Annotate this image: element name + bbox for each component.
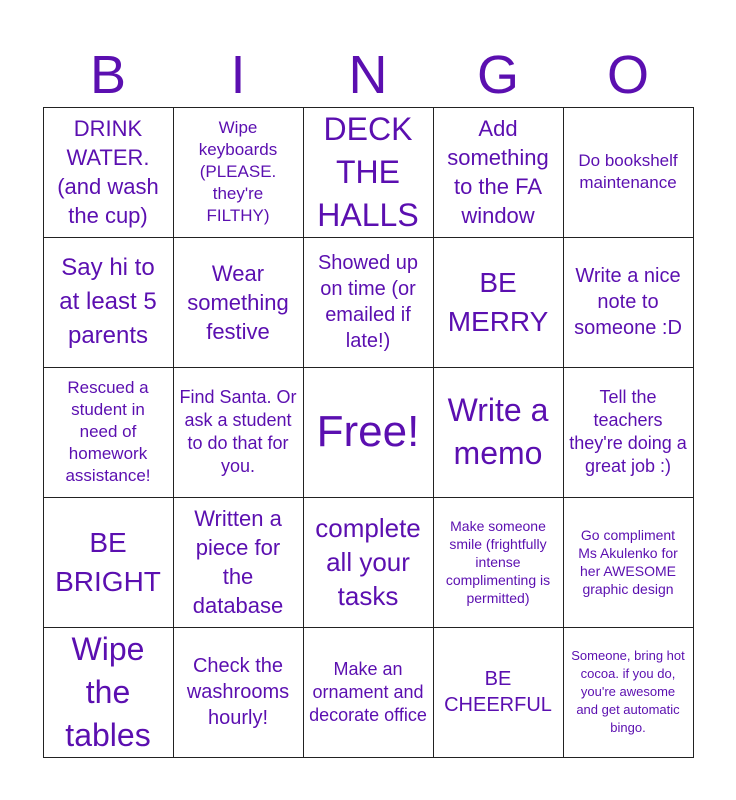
- header-letter-i: I: [230, 45, 246, 105]
- cell-text: Wear something festive: [187, 260, 289, 344]
- bingo-cell[interactable]: [173, 367, 304, 498]
- bingo-cell[interactable]: [303, 627, 434, 758]
- cell-text: Tell the teachers they're doing a great job :): [569, 387, 687, 476]
- cell-text: Showed up on time (or emailed if late!): [317, 252, 419, 352]
- header-letter-o: O: [606, 45, 649, 105]
- bingo-cell[interactable]: [433, 627, 564, 758]
- bingo-cell[interactable]: [43, 627, 174, 758]
- cell-text: BE BRIGHT: [55, 527, 161, 597]
- cell-text: Do bookshelf maintenance: [578, 151, 678, 192]
- cell-text: Go compliment Ms Akulenko for her AWESOME graphic design: [578, 527, 678, 597]
- cell-text: Wipe keyboards (PLEASE. they're FILTHY): [198, 118, 278, 225]
- cell-text: DRINK WATER. (and wash the cup): [57, 116, 159, 228]
- bingo-cell[interactable]: [563, 497, 694, 628]
- cell-text: Say hi to at least 5 parents: [59, 254, 157, 349]
- cell-text: Make an ornament and decorate office: [309, 658, 427, 725]
- cell-text: Add something to the FA window: [447, 116, 549, 228]
- cell-text: Find Santa. Or ask a student to do that for you.: [179, 387, 297, 476]
- cell-text: Check the washrooms hourly!: [186, 655, 290, 729]
- cell-text: BE MERRY: [447, 267, 549, 337]
- bingo-cell[interactable]: [563, 237, 694, 368]
- cell-text: Write a memo: [447, 392, 549, 471]
- bingo-cell[interactable]: [563, 627, 694, 758]
- bingo-cell[interactable]: [303, 237, 434, 368]
- cell-text: Make someone smile (frightfully intense complimenting is permitted): [445, 518, 551, 606]
- header-letter-b: B: [89, 45, 127, 105]
- bingo-cell[interactable]: [303, 107, 434, 238]
- bingo-cell[interactable]: [173, 497, 304, 628]
- cell-text: BE CHEERFUL: [444, 668, 552, 716]
- bingo-card: [43, 107, 693, 757]
- bingo-cell[interactable]: [43, 367, 174, 498]
- bingo-cell[interactable]: [173, 237, 304, 368]
- header-letter-n: N: [348, 45, 388, 105]
- cell-text: Wipe the tables: [65, 630, 151, 753]
- cell-text: Written a piece for the database: [192, 506, 284, 618]
- bingo-cell[interactable]: [43, 107, 174, 238]
- cell-text: complete all your tasks: [315, 513, 421, 611]
- bingo-cell[interactable]: [173, 107, 304, 238]
- bingo-header: [43, 40, 693, 110]
- header-letter-g: G: [476, 45, 519, 105]
- cell-text: DECK THE HALLS: [317, 110, 419, 233]
- bingo-cell[interactable]: [563, 367, 694, 498]
- bingo-cell[interactable]: [563, 107, 694, 238]
- bingo-cell[interactable]: [433, 237, 564, 368]
- bingo-cell[interactable]: [43, 237, 174, 368]
- bingo-cell[interactable]: [433, 107, 564, 238]
- bingo-cell[interactable]: [303, 367, 434, 498]
- bingo-cell[interactable]: [303, 497, 434, 628]
- bingo-cell[interactable]: [433, 367, 564, 498]
- bingo-cell[interactable]: [43, 497, 174, 628]
- cell-text: Free!: [316, 407, 420, 456]
- cell-text: Write a nice note to someone :D: [574, 265, 682, 339]
- cell-text: Rescued a student in need of homework assistance!: [65, 378, 151, 485]
- bingo-cell[interactable]: [433, 497, 564, 628]
- cell-text: Someone, bring hot cocoa. if you do, you're awesome and get automatic bingo.: [571, 648, 685, 735]
- bingo-cell[interactable]: [173, 627, 304, 758]
